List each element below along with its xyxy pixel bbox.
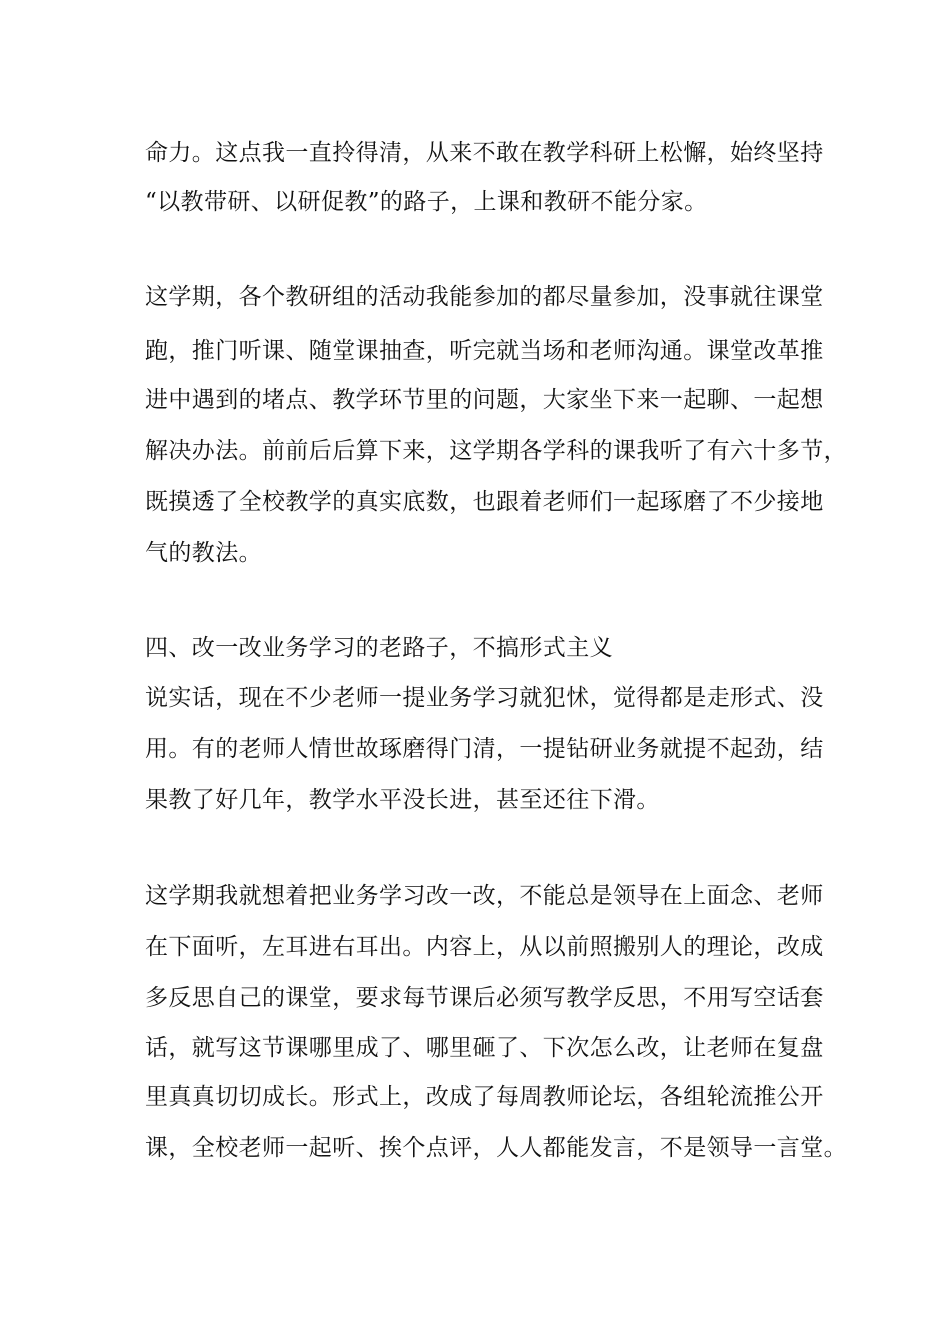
paragraph-2-line-3: 进中遇到的堵点、教学环节里的问题，大家坐下来一起聊、一起想 xyxy=(145,387,824,413)
paragraph-1-line-1: 命力。这点我一直拎得清，从来不敢在教学科研上松懈，始终坚持 xyxy=(145,140,824,166)
section-heading: 四、改一改业务学习的老路子，不搞形式主义 xyxy=(145,635,613,661)
paragraph-4-line-3: 多反思自己的课堂，要求每节课后必须写教学反思，不用写空话套 xyxy=(145,985,824,1011)
paragraph-1-line-2: “以教带研、以研促教”的路子，上课和教研不能分家。 xyxy=(145,189,708,215)
paragraph-3-line-2: 用。有的老师人情世故琢磨得门清，一提钻研业务就提不起劲，结 xyxy=(145,736,824,762)
paragraph-3-line-1: 说实话，现在不少老师一提业务学习就犯怵，觉得都是走形式、没 xyxy=(145,685,824,711)
paragraph-2-line-1: 这学期，各个教研组的活动我能参加的都尽量参加，没事就往课堂 xyxy=(145,284,824,310)
paragraph-2-line-4: 解决办法。前前后后算下来，这学期各学科的课我听了有六十多节， xyxy=(145,438,847,464)
paragraph-2-line-2: 跑，推门听课、随堂课抽查，听完就当场和老师沟通。课堂改革推 xyxy=(145,338,824,364)
paragraph-4-line-2: 在下面听，左耳进右耳出。内容上，从以前照搬别人的理论，改成 xyxy=(145,934,824,960)
paragraph-4-line-4: 话，就写这节课哪里成了、哪里砸了、下次怎么改，让老师在复盘 xyxy=(145,1035,824,1061)
paragraph-2-line-6: 气的教法。 xyxy=(145,540,262,566)
paragraph-3-line-3: 果教了好几年，教学水平没长进，甚至还往下滑。 xyxy=(145,787,660,813)
paragraph-4-line-6: 课，全校老师一起听、挨个点评，人人都能发言，不是领导一言堂。 xyxy=(145,1135,847,1161)
paragraph-4-line-5: 里真真切切成长。形式上，改成了每周教师论坛，各组轮流推公开 xyxy=(145,1084,824,1110)
paragraph-2-line-5: 既摸透了全校教学的真实底数，也跟着老师们一起琢磨了不少接地 xyxy=(145,489,824,515)
paragraph-4-line-1: 这学期我就想着把业务学习改一改，不能总是领导在上面念、老师 xyxy=(145,883,824,909)
